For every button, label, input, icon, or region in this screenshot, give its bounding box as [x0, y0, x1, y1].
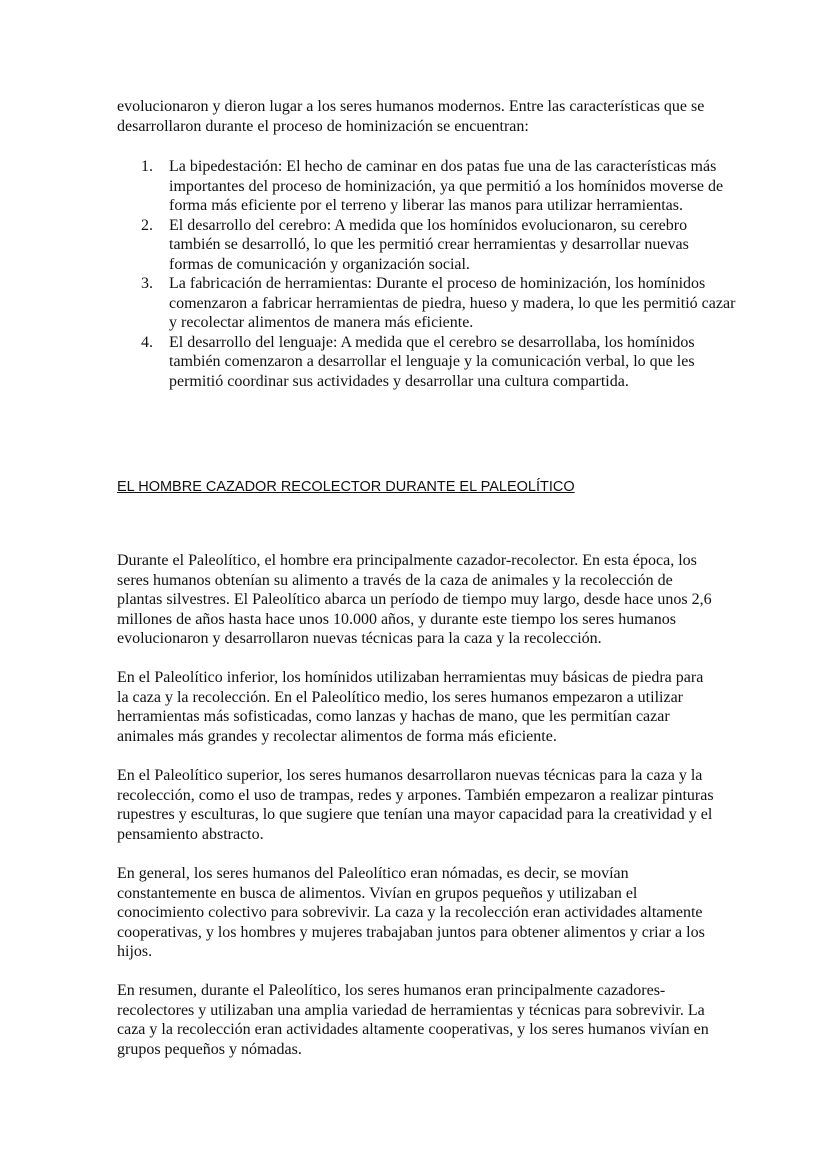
- body-paragraph: En resumen, durante el Paleolítico, los seres humanos eran principalmente cazadores-recolectores y utilizaban una amplia variedad de herramientas y técnicas para sobrevivir. La caza y la recolección eran actividades altamente cooperativas, y los seres humanos vivían en grupos pequeños y nómadas.: [117, 982, 709, 1058]
- list-item: [117, 274, 737, 333]
- list-number: 3.: [141, 275, 153, 292]
- list-item: [117, 157, 737, 216]
- list-number: 1.: [141, 158, 153, 175]
- list-item-text: El desarrollo del cerebro: A medida que los homínidos evolucionaron, su cerebro también se desarrolló, lo que les permitió crear herramientas y desarrollar nuevas formas de comunicación y organización social.: [169, 216, 689, 273]
- list-item-text: La bipedestación: El hecho de caminar en dos patas fue una de las características más importantes del proceso de hominización, ya que permitió a los homínidos moverse de forma más eficiente por el terreno y liberar las manos para utilizar herramientas.: [169, 158, 724, 214]
- section-heading: EL HOMBRE CAZADOR RECOLECTOR DURANTE EL PALEOLÍTICO: [117, 479, 575, 495]
- body-paragraph: En el Paleolítico inferior, los homínidos utilizaban herramientas muy básicas de piedra para la caza y la recolección. En el Paleolítico medio, los seres humanos empezaron a utilizar herramientas más sofisticadas, como lanzas y hachas de mano, que les permitían cazar animales más grandes y recolectar alimentos de forma más eficiente.: [117, 669, 704, 745]
- characteristics-list: [117, 157, 737, 391]
- intro-paragraph: evolucionaron y dieron lugar a los seres humanos modernos. Entre las características que se desarrollaron durante el proceso de hominización se encuentran:: [117, 98, 705, 135]
- body-paragraph: Durante el Paleolítico, el hombre era principalmente cazador-recolector. En esta época, los seres humanos obtenían su alimento a través de la caza de animales y la recolección de plantas silvestres. El Paleolítico abarca un período de tiempo muy largo, desde hace unos 2,6 millones de años hasta hace unos 10.000 años, y durante este tiempo los seres humanos evolucionaron y desarrollaron nuevas técnicas para la caza y la recolección.: [117, 552, 712, 647]
- list-item-text: El desarrollo del lenguaje: A medida que el cerebro se desarrollaba, los homínidos también comenzaron a desarrollar el lenguaje y la comunicación verbal, lo que les permitió coordinar sus actividades y desarrollar una cultura compartida.: [169, 333, 695, 390]
- list-number: 2.: [141, 216, 153, 234]
- list-item: [117, 216, 737, 275]
- list-item: [117, 333, 737, 392]
- body-paragraph: En el Paleolítico superior, los seres humanos desarrollaron nuevas técnicas para la caza y la recolección, como el uso de trampas, redes y arpones. También empezaron a realizar pinturas rupestres y esculturas, lo que sugiere que tenían una mayor capacidad para la creatividad y el pensamiento abstracto.: [117, 767, 714, 843]
- list-number: 4.: [141, 333, 153, 351]
- body-paragraph: En general, los seres humanos del Paleolítico eran nómadas, es decir, se movían constantemente en busca de alimentos. Vivían en grupos pequeños y utilizaban el conocimiento colectivo para sobrevivir. La caza y la recolección eran actividades altamente cooperativas, y los hombres y mujeres trabajaban juntos para obtener alimentos y criar a los hijos.: [117, 865, 705, 960]
- list-item-text: La fabricación de herramientas: Durante el proceso de hominización, los homínidos comenzaron a fabricar herramientas de piedra, hueso y madera, lo que les permitió cazar y recolectar alimentos de manera más eficiente.: [169, 275, 736, 331]
